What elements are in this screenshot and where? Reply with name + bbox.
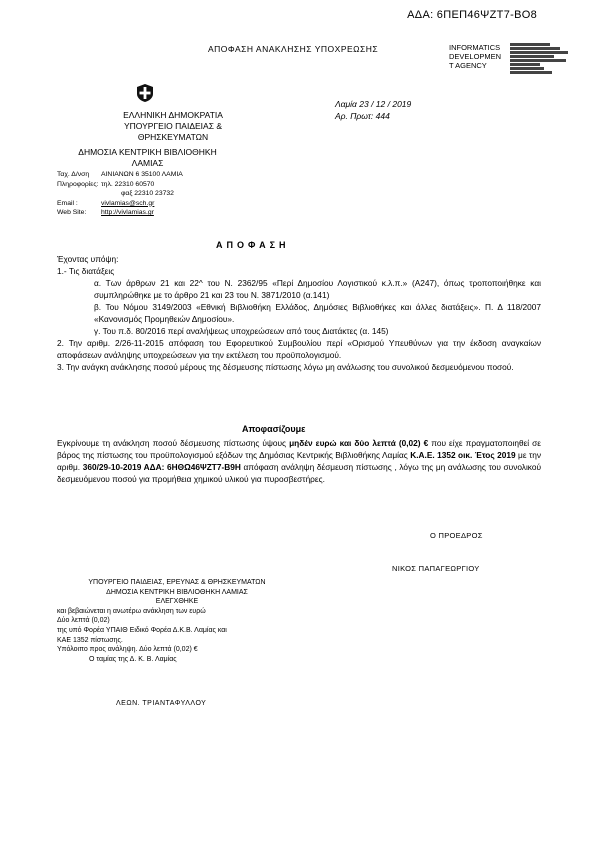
library-city: ΛΑΜΙΑΣ (131, 158, 164, 168)
info-label: Πληροφορίες: (57, 180, 99, 188)
cert-line-3: της υπό Φορέα ΥΠΑΙΘ Ειδικό Φορέα Δ.Κ.Β. Λαμίας και (57, 626, 227, 634)
decision-text-1: Εγκρίνουμε τη ανάκληση ποσού δέσμευσης πίστωσης ύψους (57, 438, 290, 448)
ada-code: ΑΔΑ: 6ΠΕΠ46ΨΖΤ7-ΒΟ8 (407, 9, 537, 21)
phone-value: τηλ. 22310 60570 (101, 180, 155, 188)
decision-reference: 360/29-10-2019 ΑΔΑ: 6ΗΘΩ46ΨΖΤ7-Β9Η (82, 462, 241, 472)
informatics-line-1: INFORMATICS (449, 43, 501, 52)
item-2: 2. Την αριθμ. 2/26-11-2015 απόφαση του Εφορευτικού Συμβουλίου περί «Ορισμού Υπευθύνων για την έκδοση αναγκαίων αποφάσεων ανάληψης υποχρεώσεων για την εκτέλεση του προϋπολογισμού. (57, 338, 541, 360)
informatics-agency-stamp (449, 43, 509, 70)
cert-ministry: ΥΠΟΥΡΓΕΙΟ ΠΑΙΔΕΙΑΣ, ΕΡΕΥΝΑΣ & ΘΡΗΣΚΕΥΜΑΤΩΝ (88, 579, 266, 586)
library-header (60, 147, 235, 169)
cert-line-2: Δύο λεπτά (0,02) (57, 617, 110, 625)
republic-name: ΕΛΛΗΝΙΚΗ ΔΗΜΟΚΡΑΤΙΑ (123, 110, 223, 120)
treasurer-name: ΛΕΩΝ. ΤΡΙΑΝΤΑΦΥΛΛΟΥ (116, 700, 207, 707)
digital-signature-block (510, 43, 572, 77)
item-1c: γ. Του π.δ. 80/2016 περί αναλήψεως υποχρεώσεων από τους Διατάκτες (α. 145) (94, 326, 389, 336)
cert-treasurer: Ο ταμίας της Δ. Κ. Β. Λαμίας (89, 655, 177, 663)
cert-line-5: Υπόλοιπο προς ανάληψη. Δύο λεπτά (0,02) € (57, 646, 198, 654)
we-decide-heading: Αποφασίζουμε (242, 424, 306, 434)
cert-checked: ΕΛΕΓΧΘΗΚΕ (155, 598, 199, 606)
president-title: Ο ΠΡΟΕΔΡΟΣ (430, 531, 483, 540)
decision-paragraph (57, 437, 541, 485)
item-1: 1.- Τις διατάξεις (57, 266, 115, 276)
informatics-line-2: DEVELOPMEN (449, 52, 502, 61)
certification-block (57, 578, 297, 664)
web-label: Web Site: (57, 209, 87, 216)
cert-line-1: και βεβαιώνεται η ανωτέρω ανάκληση των ευρώ (57, 607, 206, 615)
ministry-name: ΥΠΟΥΡΓΕΙΟ ΠΑΙΔΕΙΑΣ & ΘΡΗΣΚΕΥΜΑΤΩΝ (123, 121, 222, 142)
ministry-header (88, 110, 258, 143)
decision-kae: Κ.Α.Ε. 1352 οικ. Έτος 2019 (410, 450, 516, 460)
website-link[interactable]: http://vivlamias.gr (101, 209, 154, 216)
address-label: Ταχ. Δ/νση (57, 171, 90, 178)
library-name: ΔΗΜΟΣΙΑ ΚΕΝΤΡΙΚΗ ΒΙΒΛΙΟΘΗΚΗ (78, 147, 217, 157)
item-3: 3. Την ανάγκη ανάκλησης ποσού μέρους της δέσμευσης πίστωσης λόγω μη ανάλωσης του συνολικού δεσμευόμενου ποσού. (57, 362, 514, 372)
president-name: ΝΙΚΟΣ ΠΑΠΑΓΕΩΡΓΙΟΥ (392, 564, 480, 573)
cert-library: ΔΗΜΟΣΙΑ ΚΕΝΤΡΙΚΗ ΒΙΒΛΙΟΘΗΚΗ ΛΑΜΙΑΣ (106, 588, 248, 596)
item-1b: β. Του Νόμου 3149/2003 «Εθνική Βιβλιοθήκη Ελλάδος, Δημόσιες Βιβλιοθήκες και άλλες διατάξεις». Π. Δ 118/2007 «Κανονισμός Προμηθειών Δημοσίου». (94, 302, 541, 324)
item-1a: α. Των άρθρων 21 και 22^ του Ν. 2362/95 «Περί Δημοσίου Λογιστικού κ.λ.π.» (Α247), όπως τροποποιήθηκε και συμπληρώθηκε με το άρθρο 21 και 23 του Ν. 3871/2010 (α.141) (94, 278, 541, 300)
decision-heading: ΑΠΟΦΑΣΗ (216, 240, 290, 250)
document-title: ΑΠΟΦΑΣΗ ΑΝΑΚΛΗΣΗΣ ΥΠΟΧΡΕΩΣΗΣ (208, 44, 379, 54)
contact-block (57, 170, 183, 218)
decision-text-3: με την αριθμ. (57, 450, 542, 472)
decision-text-2: που είχε πραγματοποιηθεί σε βάρος της πίστωσης του προϋπολογισμού εξόδων της Δημόσιας Κεντρικής Βιβλιοθήκης Λαμίας (57, 438, 541, 460)
document-meta (335, 98, 411, 122)
considerations-section (57, 253, 541, 373)
protocol-number: Αρ. Πρωτ: 444 (335, 111, 390, 121)
email-label: Email : (57, 199, 78, 207)
email-link[interactable]: vivlamias@sch.gr (101, 199, 155, 207)
having-regard: Έχοντας υπόψη: (57, 254, 119, 264)
decision-amount: μηδέν ευρώ και δύο λεπτά (0,02) € (289, 438, 429, 448)
fax-value: φαξ 22310 23732 (121, 190, 174, 197)
document-date: Λαμία 23 / 12 / 2019 (335, 99, 412, 109)
greek-emblem-icon (135, 83, 155, 103)
informatics-line-3: T AGENCY (449, 61, 487, 70)
address-value: ΑΙΝΙΑΝΩΝ 6 35100 ΛΑΜΙΑ (101, 171, 183, 178)
cert-line-4: ΚΑΕ 1352 πίστωσης. (57, 636, 123, 644)
decision-text-4: απόφαση ανάληψη δέσμευση πίστωσης , λόγω της μη ανάλωσης του συνολικού δεσμευόμενου ποσού για προμήθεια χημικού υλικού για πυροσβεστήρες. (57, 462, 541, 484)
